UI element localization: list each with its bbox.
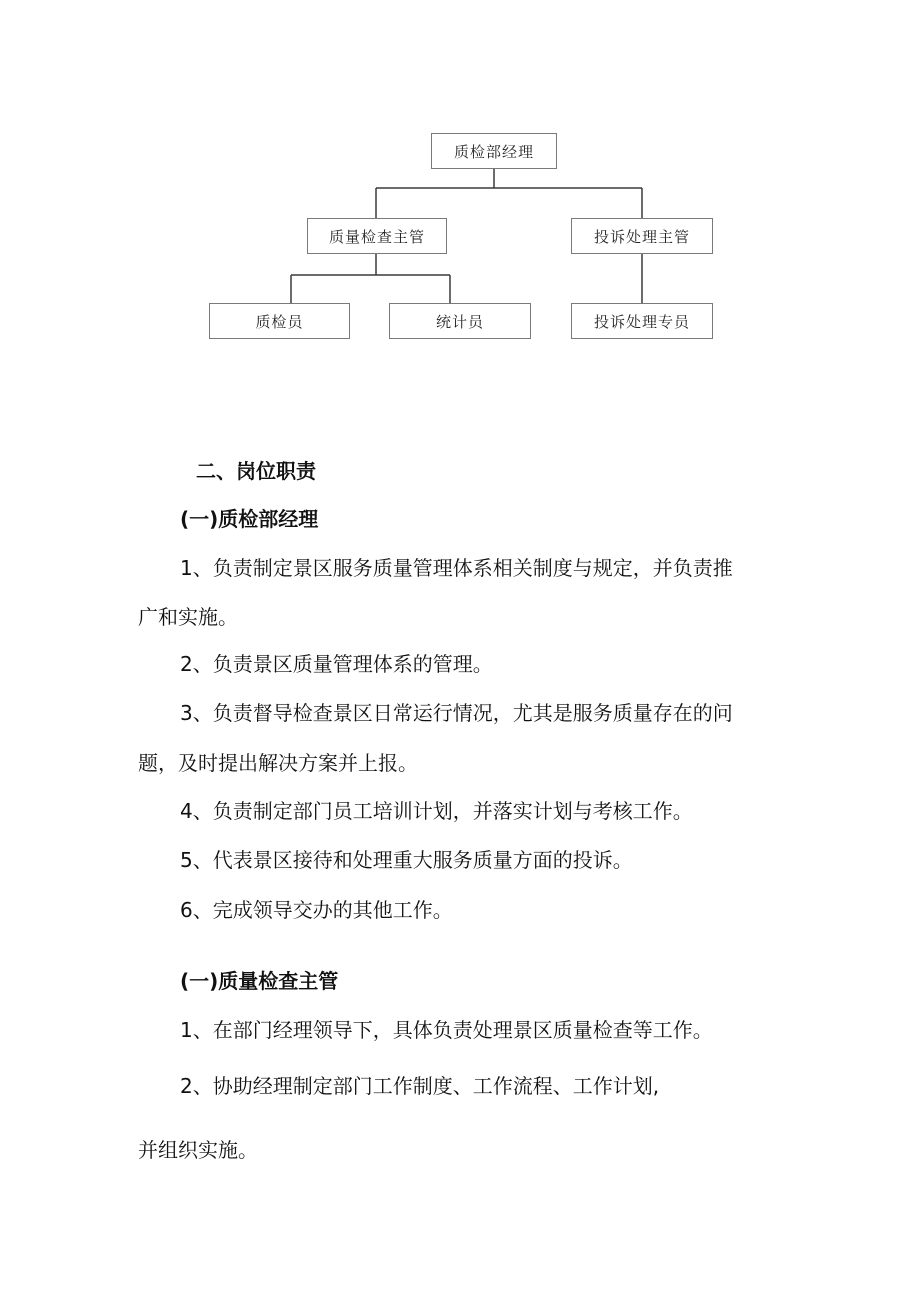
qc-item-2-line-1: 2、协助经理制定部门工作制度、工作流程、工作计划, (180, 1074, 660, 1098)
org-box-inspector: 质检员 (209, 303, 350, 339)
manager-item-2: 2、负责景区质量管理体系的管理。 (180, 652, 493, 676)
org-box-qc-supervisor: 质量检查主管 (307, 218, 447, 254)
org-chart (200, 120, 720, 350)
qc-item-1: 1、在部门经理领导下，具体负责处理景区质量检查等工作。 (180, 1018, 713, 1042)
org-box-manager: 质检部经理 (431, 133, 557, 169)
manager-item-1-line-1: 1、负责制定景区服务质量管理体系相关制度与规定，并负责推 (180, 556, 733, 580)
org-box-complaint-officer: 投诉处理专员 (571, 303, 713, 339)
qc-section-title: (一)质量检查主管 (180, 969, 339, 993)
manager-item-5: 5、代表景区接待和处理重大服务质量方面的投诉。 (180, 848, 633, 872)
qc-item-2-line-2: 并组织实施。 (138, 1138, 258, 1162)
manager-section-title: (一)质检部经理 (180, 507, 319, 531)
manager-item-3-line-1: 3、负责督导检查景区日常运行情况，尤其是服务质量存在的问 (180, 701, 733, 725)
manager-item-1-line-2: 广和实施。 (138, 605, 238, 629)
org-box-complaint-supervisor: 投诉处理主管 (571, 218, 713, 254)
manager-item-6: 6、完成领导交办的其他工作。 (180, 898, 453, 922)
org-box-statistician: 统计员 (389, 303, 531, 339)
manager-item-4: 4、负责制定部门员工培训计划，并落实计划与考核工作。 (180, 799, 693, 823)
section-title: 二、岗位职责 (196, 459, 316, 483)
manager-item-3-line-2: 题，及时提出解决方案并上报。 (138, 751, 418, 775)
